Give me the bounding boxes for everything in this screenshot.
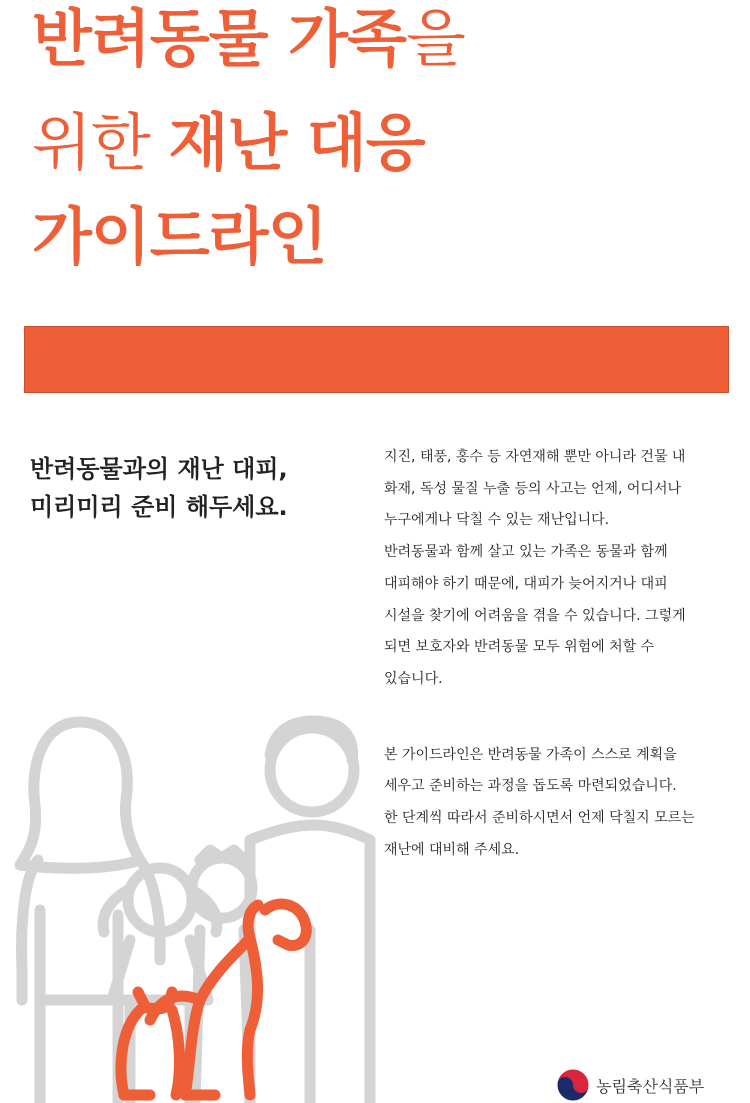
body-line: 대피해야 하기 때문에, 대피가 늦어지거나 대피 <box>384 575 668 592</box>
ministry-logo <box>556 1068 704 1102</box>
body-line: 한 단계씩 따라서 준비하시면서 언제 닥칠지 모르는 <box>384 810 695 827</box>
taegeuk-emblem-icon <box>556 1068 590 1102</box>
title-line-1: 반려동물 가족을 <box>32 2 465 75</box>
title-line-3: 가이드라인 <box>32 200 327 273</box>
body-line: 시설을 찾기에 어려움을 겪을 수 있습니다. 그렇게 <box>384 607 686 624</box>
body-line: 재난에 대비해 주세요. <box>384 841 520 858</box>
subheading-line-1: 반려동물과의 재난 대피, <box>30 455 288 483</box>
body-line: 되면 보호자와 반려동물 모두 위험에 처할 수 <box>384 639 655 656</box>
body-line: 누구에게나 닥칠 수 있는 재난입니다. <box>384 512 610 529</box>
body-line: 반려동물과 함께 살고 있는 가족은 동물과 함께 <box>384 544 668 561</box>
family-with-pets-icon <box>0 700 420 1103</box>
body-text <box>384 442 734 866</box>
title-line-2: 위한 재난 대응 <box>32 106 425 179</box>
body-line: 화재, 독성 물질 누출 등의 사고는 언제, 어디서나 <box>384 480 682 497</box>
subheading <box>30 450 360 526</box>
ministry-name: 농림축산식품부 <box>596 1076 705 1096</box>
body-line: 지진, 태풍, 홍수 등 자연재해 뿐만 아니라 건물 내 <box>384 449 686 465</box>
body-line: 세우고 준비하는 과정을 돕도록 마련되었습니다. <box>384 778 677 795</box>
subheading-line-2: 미리미리 준비 해두세요. <box>30 493 288 521</box>
body-line: 본 가이드라인은 반려동물 가족이 스스로 계획을 <box>384 746 677 763</box>
body-line: 있습니다. <box>384 670 443 687</box>
accent-bar <box>24 326 729 393</box>
